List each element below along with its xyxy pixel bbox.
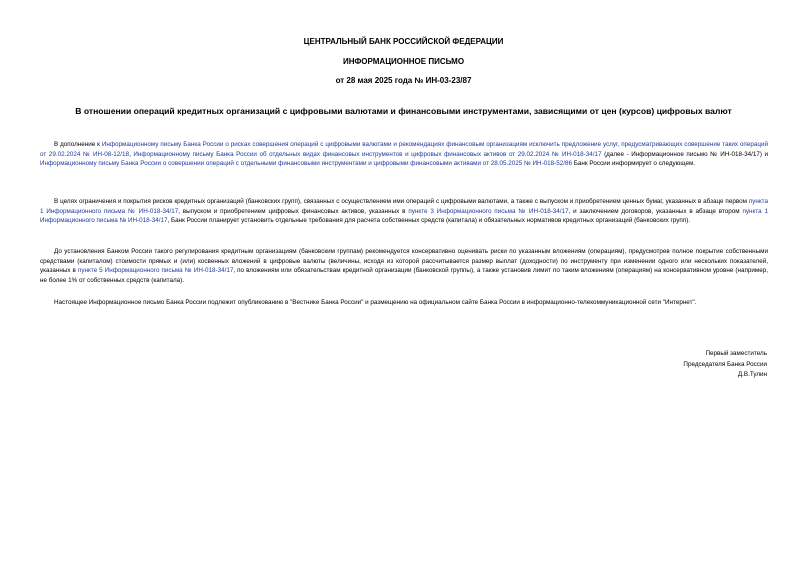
- paragraph-text: , по вложениям или обязательствам кредитной организации (банковской группы), а также установив лимит по таким вложениям (операциям) на консервативном уровне (например, не более 1% от собственных средств (капитала).: [40, 267, 768, 284]
- paragraph-text: , выпуском и приобретением цифровых финансовых активов, указанных в: [178, 207, 409, 215]
- link-letter-in-018-34-17[interactable]: Информационному письму Банка России об отдельных видах финансовых инструментов и цифровых финансовых активов от 29.02.2024 № ИН-018-34/17: [133, 150, 602, 158]
- paragraph-text: До установления Банком России такого регулирования кредитным организациям (банковским группам) рекомендуется консервативно оценивать риски по указанным вложениям (операциям), предусмотрев полное покрытие собственными средствами (капиталом) стоимости прямых и (или) косвенных вложений в цифровые валюты (величины, исходя из которой рассчитывается размер выплат (доходности) по инструменту при изменении одного или нескольких показателей, указанных в: [40, 248, 768, 275]
- paragraph-3: [40, 247, 768, 285]
- paragraph-text: , Банк России планирует установить отдельные требования для расчета собственных средств (капитала) и обязательных нормативов кредитных организаций (банковских групп).: [167, 217, 691, 225]
- paragraph-text: Банк России информирует о следующем.: [572, 160, 696, 168]
- paragraph-text: (далее - Информационное письмо № ИН-018-34/17) и: [601, 150, 769, 158]
- paragraph-1: [40, 140, 768, 169]
- signatory-name: Д.В.Тулин: [737, 371, 767, 379]
- issuer-title: ЦЕНТРАЛЬНЫЙ БАНК РОССИЙСКОЙ ФЕДЕРАЦИИ: [303, 37, 504, 46]
- document-date-number: от 28 мая 2025 года № ИН-03-23/87: [335, 76, 472, 85]
- paragraph-2: [40, 197, 768, 226]
- link-item-1-para-2[interactable]: пункта 1 Информационного письма № ИН-018-34/17: [40, 207, 768, 225]
- document-subject: В отношении операций кредитных организаций с цифровыми валютами и финансовыми инструментами, зависящими от цен (курсов) цифровых валют: [75, 106, 732, 116]
- link-letter-in-08-12-18[interactable]: Информационному письму Банка России о рисках совершения операций с цифровыми валютами и рекомендациях финансовым организациям исключить предложение услуг, предусматривающих совершение таких операций от 29.02.2024 № ИН-08-12/18: [40, 141, 768, 158]
- link-item-1-para-1[interactable]: пункта 1 Информационного письма № ИН-018-34/17: [40, 198, 768, 215]
- signature-block: [683, 349, 767, 381]
- signatory-position-line-2: Председателя Банка России: [683, 360, 767, 368]
- document-type: ИНФОРМАЦИОННОЕ ПИСЬМО: [342, 57, 465, 66]
- link-item-3[interactable]: пункте 3 Информационного письма № ИН-018-34/17: [408, 207, 569, 215]
- paragraph-text: В целях ограничения и покрытия рисков кредитных организаций (банковских групп), связанных с осуществлением ими операций с цифровыми валютами, а также с выпуском и приобретением ценных бумаг, указанных в абзаце первом: [54, 198, 749, 205]
- link-letter-in-018-52-86[interactable]: Информационному письму Банка России о совершении операций с отдельными финансовыми инструментами и цифровыми финансовыми активами от 28.05.2025 № ИН-018-52/86: [40, 160, 573, 168]
- paragraph-text: Настоящее Информационное письмо Банка России подлежит опубликованию в "Вестнике Банка России" и размещению на официальном сайте Банка России в информационно-телекоммуникационной сети "Интернет".: [54, 299, 697, 306]
- paragraph-text: ,: [129, 150, 134, 158]
- paragraph-4: [40, 298, 768, 308]
- paragraph-text: В дополнение к: [54, 141, 102, 148]
- paragraph-text: , и заключением договоров, указанных в абзаце втором: [568, 207, 743, 215]
- signatory-position-line-1: Первый заместитель: [705, 350, 767, 357]
- link-item-5[interactable]: пункте 5 Информационного письма № ИН-018-34/17: [77, 267, 234, 275]
